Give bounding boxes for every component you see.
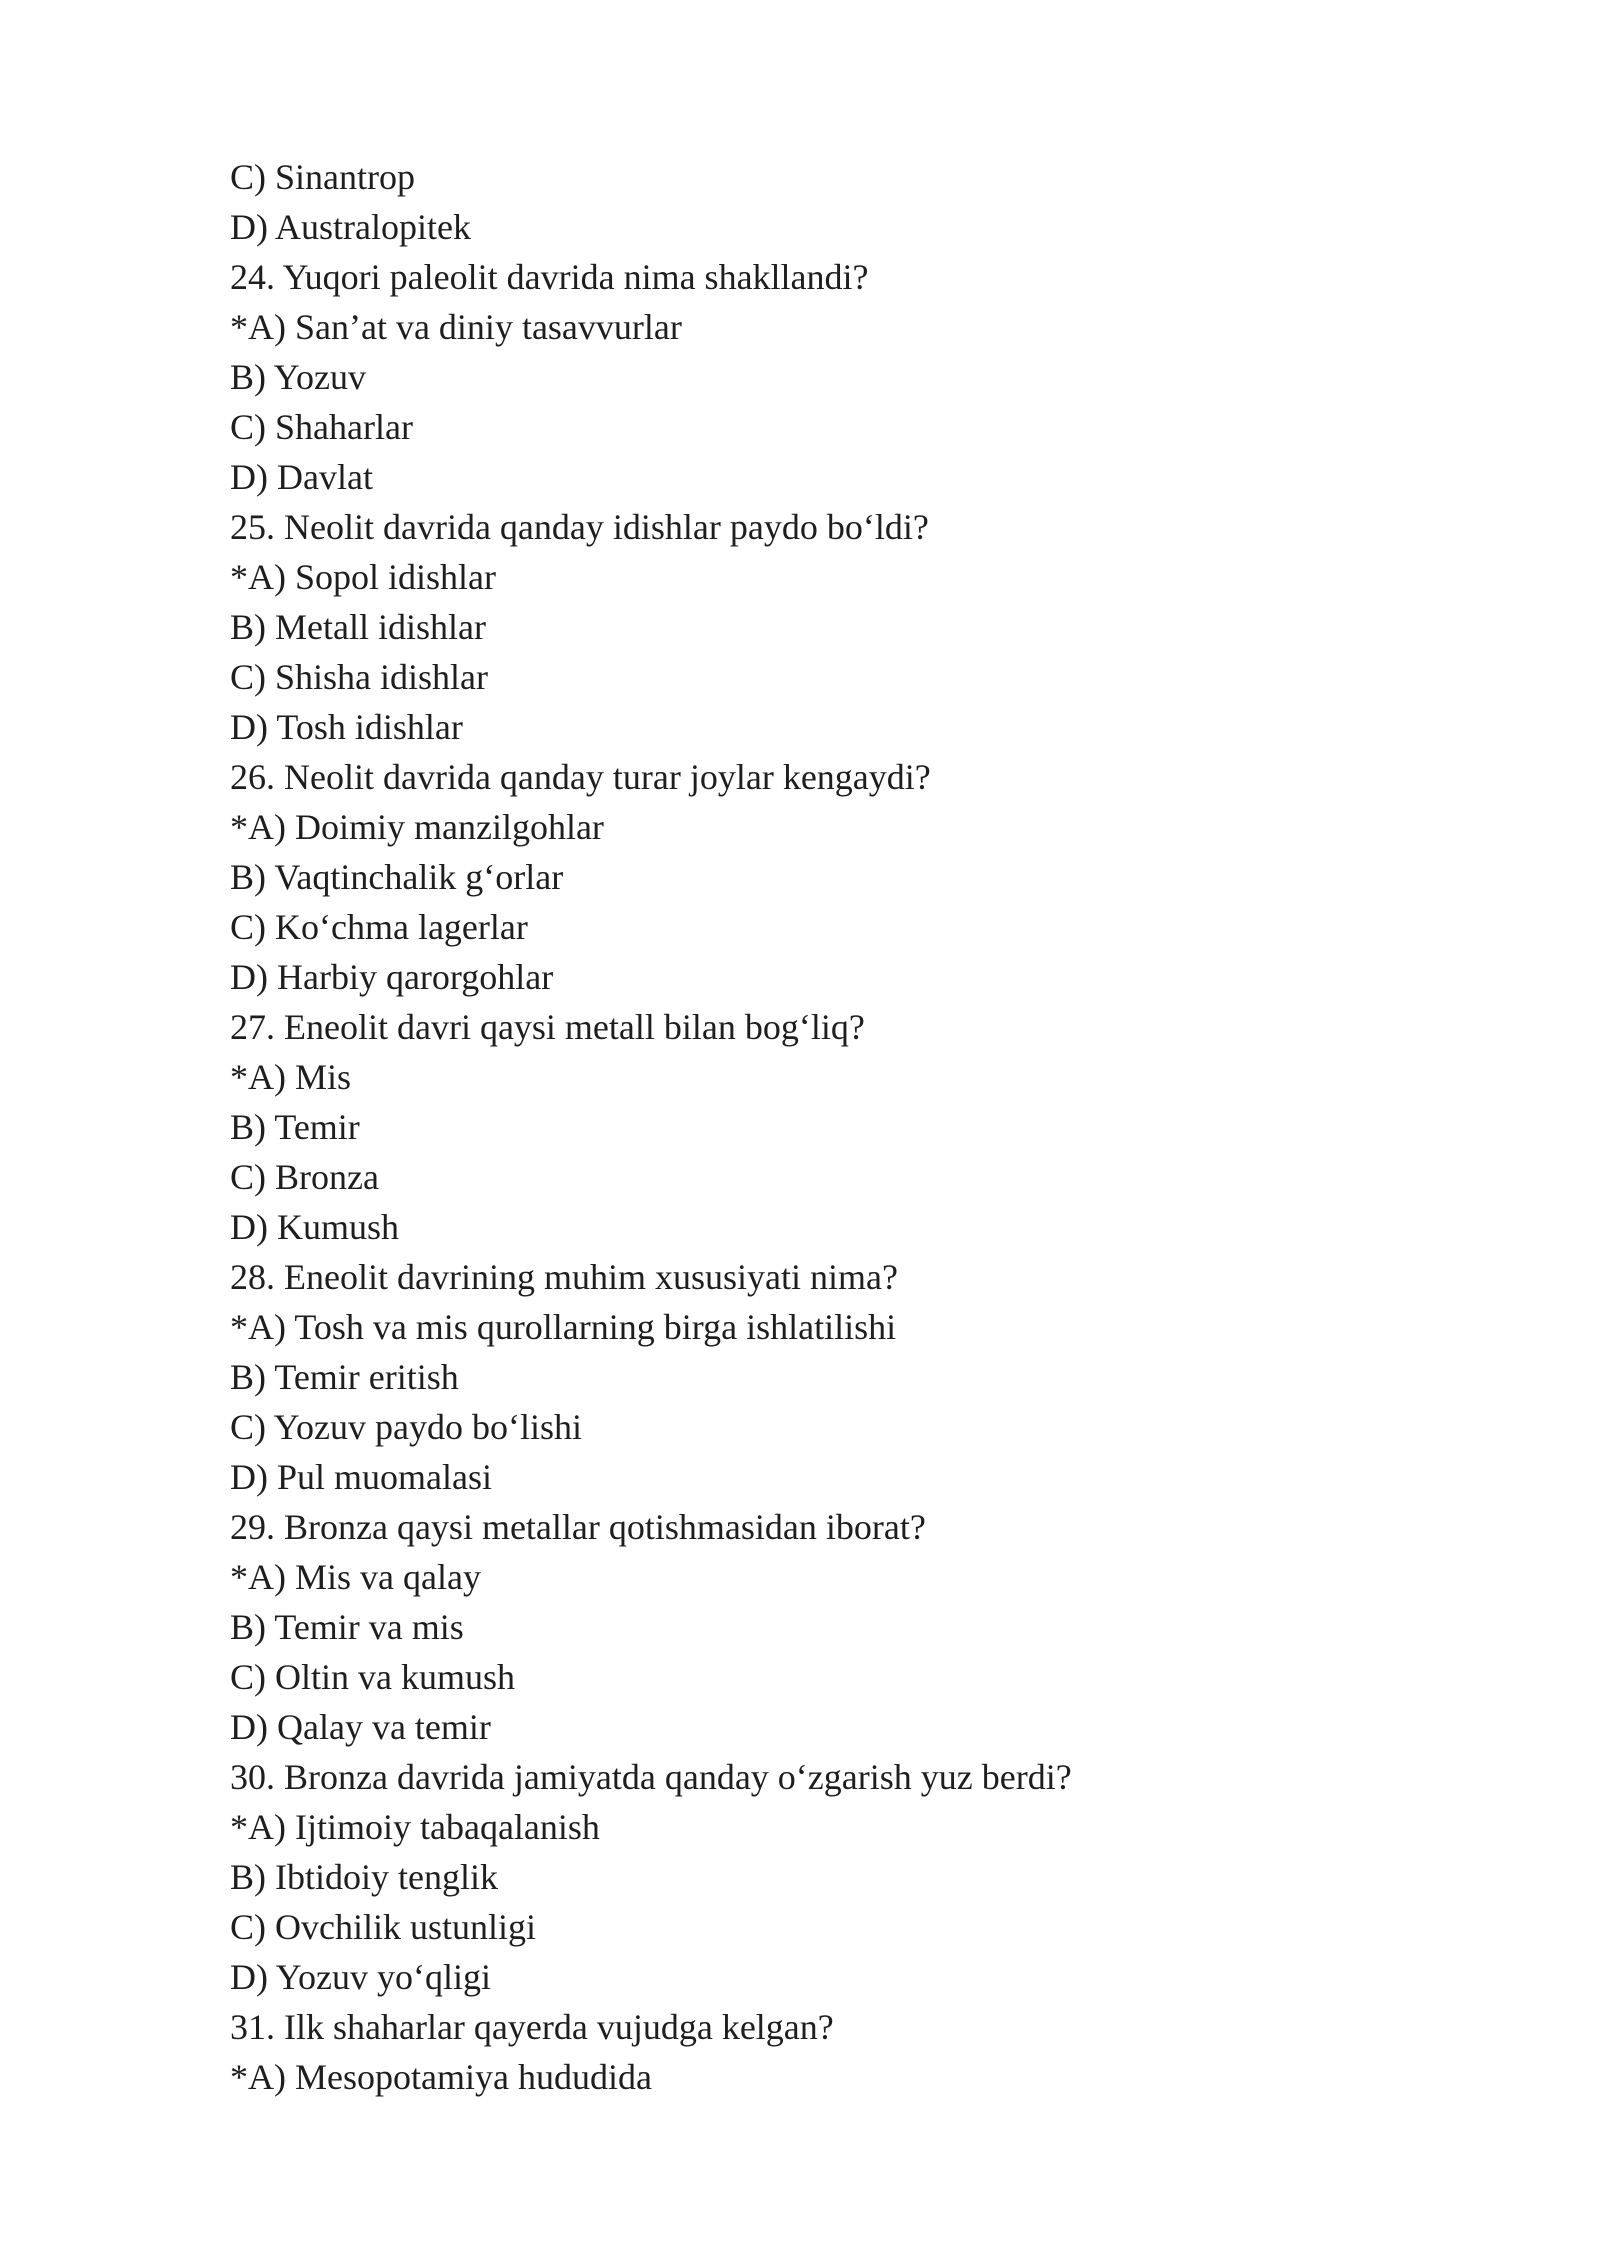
answer-option: D) Davlat bbox=[230, 457, 373, 497]
answer-option: C) Shaharlar bbox=[230, 407, 413, 447]
question-29: 29. Bronza qaysi metallar qotishmasidan iborat? bbox=[230, 1507, 926, 1547]
answer-option: D) Harbiy qarorgohlar bbox=[230, 957, 554, 997]
answer-option-correct: *A) Ijtimoiy tabaqalanish bbox=[230, 1807, 600, 1847]
answer-option: B) Temir eritish bbox=[230, 1357, 459, 1397]
answer-option: D) Kumush bbox=[230, 1207, 399, 1247]
answer-option: B) Vaqtinchalik g‘orlar bbox=[230, 857, 564, 897]
question-27: 27. Eneolit davri qaysi metall bilan bog‘liq? bbox=[230, 1007, 865, 1047]
quiz-text-body bbox=[230, 152, 1430, 2102]
answer-option: D) Australopitek bbox=[230, 207, 471, 247]
answer-option: B) Ibtidoiy tenglik bbox=[230, 1857, 498, 1897]
answer-option: C) Ovchilik ustunligi bbox=[230, 1907, 536, 1947]
answer-option: D) Pul muomalasi bbox=[230, 1457, 492, 1497]
answer-option-correct: *A) Mis bbox=[230, 1057, 352, 1097]
answer-option-correct: *A) Mis va qalay bbox=[230, 1557, 481, 1597]
answer-option: C) Ko‘chma lagerlar bbox=[230, 907, 528, 947]
answer-option: C) Shisha idishlar bbox=[230, 657, 488, 697]
question-31: 31. Ilk shaharlar qayerda vujudga kelgan? bbox=[230, 2007, 834, 2047]
answer-option: B) Yozuv bbox=[230, 357, 367, 397]
answer-option: C) Bronza bbox=[230, 1157, 379, 1197]
answer-option-correct: *A) Doimiy manzilgohlar bbox=[230, 807, 604, 847]
answer-option-correct: *A) San’at va diniy tasavvurlar bbox=[230, 307, 682, 347]
answer-option: C) Oltin va kumush bbox=[230, 1657, 515, 1697]
answer-option: D) Tosh idishlar bbox=[230, 707, 463, 747]
question-30: 30. Bronza davrida jamiyatda qanday o‘zgarish yuz berdi? bbox=[230, 1757, 1072, 1797]
answer-option: C) Sinantrop bbox=[230, 157, 415, 197]
answer-option: B) Temir bbox=[230, 1107, 360, 1147]
question-26: 26. Neolit davrida qanday turar joylar kengaydi? bbox=[230, 757, 931, 797]
answer-option: D) Qalay va temir bbox=[230, 1707, 491, 1747]
answer-option-correct: *A) Sopol idishlar bbox=[230, 557, 496, 597]
answer-option: B) Metall idishlar bbox=[230, 607, 486, 647]
answer-option: B) Temir va mis bbox=[230, 1607, 464, 1647]
answer-option-correct: *A) Mesopotamiya hududida bbox=[230, 2057, 652, 2097]
question-25: 25. Neolit davrida qanday idishlar paydo bo‘ldi? bbox=[230, 507, 929, 547]
answer-option: D) Yozuv yo‘qligi bbox=[230, 1957, 492, 1997]
answer-option: C) Yozuv paydo bo‘lishi bbox=[230, 1407, 583, 1447]
question-28: 28. Eneolit davrining muhim xususiyati nima? bbox=[230, 1257, 898, 1297]
answer-option-correct: *A) Tosh va mis qurollarning birga ishlatilishi bbox=[230, 1307, 897, 1347]
question-24: 24. Yuqori paleolit davrida nima shakllandi? bbox=[230, 257, 869, 297]
